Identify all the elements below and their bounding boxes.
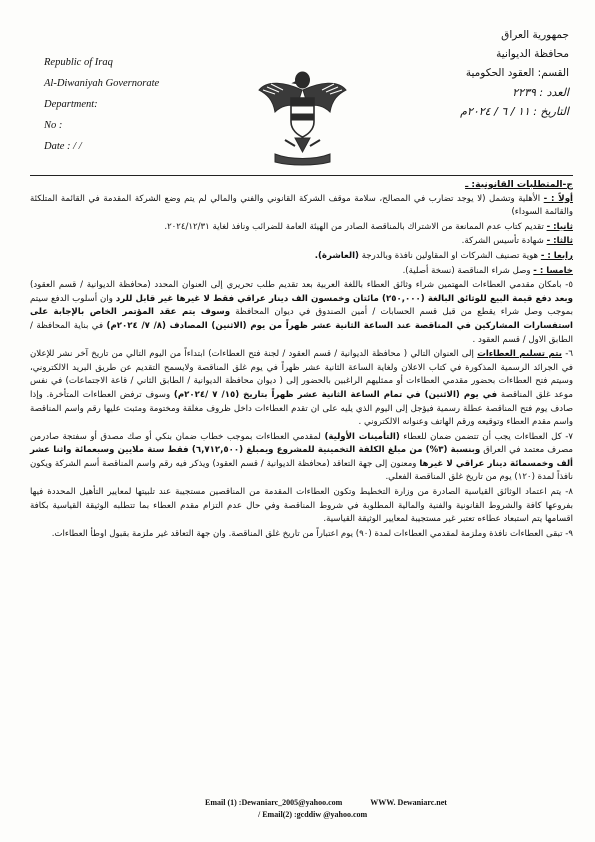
requirement-label: ثانيا: - [546, 221, 573, 232]
requirement-item-1 [30, 193, 573, 220]
para6-bold-d: في يوم (الاثنين) في تمام الساعة الثانية عشر ظهراً بتاريخ (١٥/ ٧ /٢٠٢٤م) [173, 389, 498, 400]
header-divider [30, 175, 573, 176]
header-department-en: Department: [44, 99, 98, 110]
header-country-en: Republic of Iraq [44, 57, 113, 68]
requirement-text: شهادة تأسيس الشركة. [461, 236, 547, 247]
paragraph-6 [30, 348, 573, 430]
para6-text-a: ٦- [562, 349, 573, 360]
paragraph-9: ٩- تبقى العطاءات نافذة وملزمة لمقدمي العطاءات لمدة (٩٠) يوم اعتباراً من تاريخ غلق المناقصة. وان جهة التعاقد غير ملزمة بقبول اوطأ العطاءات. [51, 528, 573, 539]
header-section-ar: القسم: العقود الحكومية [465, 67, 569, 79]
requirement-text: وصل شراء المناقصة (نسخة أصلية). [402, 265, 534, 276]
footer-email-2: / Email(2) :gcddiw @yahoo.com [258, 810, 368, 819]
para6-text-e: وسوف ترفض العطاءات المتأخرة. وإذا صادف يوم فتح المناقصة عطلة رسمية فيؤجل إلى اليوم الذي يليه على ان تقدم العطاءات داخل ظروف مغلقة ومختومة ومثبت عليها رقم واسم المناقصة واسم مقدم العطاء وتوقيعه ورقم الهاتف وعنوانه الالكتروني . [30, 389, 573, 428]
para7-text-a: ٧- كل العطاءات يجب أن تتضمن ضمان للعطاء [399, 431, 573, 442]
paragraph-5 [30, 279, 573, 347]
requirement-bold-tail: (العاشرة). [314, 250, 359, 261]
requirement-text: هوية تصنيف الشركات او المقاولين نافذة وبالدرجة [358, 250, 541, 261]
para5-bold-d: وسوف يتم عقد المؤتمر الخاص بالإجابة على استفسارات المشاركين في المناقصة عند الساعة الثانية عشر ظهراً من يوم (الاثنين) المصادف (٨/ ٧/ ٢٠٢٤م) [30, 307, 573, 331]
header-governorate-ar: محافظة الديوانية [496, 48, 569, 60]
header-number-en: No : [44, 120, 63, 131]
para5-text-e: في بناية المحافظة / الطابق الاول / قسم العقود . [30, 320, 573, 345]
footer-line-1 [205, 798, 447, 807]
requirement-label: رابعا : - [540, 250, 573, 261]
requirement-text: تقديم كتاب عدم الممانعة من الاشتراك بالمناقصة الصادر من الهيئة العامة للضرائب ونافذ لغاية ٢٠٢٤/١٢/٣١. [164, 221, 547, 232]
paragraph-8: ٨- يتم اعتماد الوثائق القياسية الصادرة من وزارة التخطيط وتكون العطاءات المقدمة من المناقصين مستجيبة عند تلبيتها لمعايير التأهيل المحددة فيها بفروعها كافة والشروط القانونية والفنية والمالية المطلوبة في شروط المناقصة وفي حال عدم التزام مقدم العطاء بما تتطلبه الوثيقة القياسية بكافة اقسامها يتم استبعاد عطاءه تعتبر غير مستجيبة لمعايير الوثيقة القياسية. [30, 487, 573, 525]
requirement-item-3 [30, 235, 573, 249]
para5-bold-b: وبعد دفع قيمة البيع للوثائق البالغة (٢٥٠,٠٠٠) مائتان وخمسون الف دينار عراقي فقط لا غيرها غير قابل للرد [115, 293, 573, 304]
legal-requirements-title: ج-المتطلبات القانونية: ـ [465, 179, 573, 190]
requirement-label: ثالثا: - [546, 236, 573, 247]
iraq-eagle-emblem-icon [255, 60, 350, 168]
requirement-label: خامسا : - [533, 265, 573, 276]
para7-text-c: لمقدمي العطاءات بموجب خطاب ضمان بنكي أو صك مصدق أو سفتجة صادرمن مصرف معتمد في العراق [30, 431, 573, 456]
header-date-ar: التاريخ : ١١ / ٦ / ٢٠٢٤م [460, 105, 569, 118]
header-country-ar: جمهورية العراق [501, 29, 569, 41]
footer-email-1: Email (1) :Dewaniarc_2005@yahoo.com [205, 798, 343, 807]
para5-text-c: وان أسلوب الدفع سيتم بموجب وصل شراء يقطع من قبل قسم الحسابات / أمين الصندوق في ديوان المحافظة [30, 293, 573, 318]
para7-bold-b: (التأمينات الأولية) [324, 431, 400, 442]
header-right-block [379, 26, 569, 121]
header-number-ar: العدد : ٢٢٣٩ [512, 86, 569, 99]
requirement-label: أولاً : - [543, 193, 573, 204]
para7-bold-d: وبنسبة (٣%) من مبلغ الكلفة التخمينية للمشروع ويمبلغ (٦,٧١٢,٥٠٠) فقط ستة ملايين وسبعمائة واثنا عشر ألف وخمسمائة دينار عراقي لا غيرها [30, 445, 573, 469]
header-left-block [44, 52, 214, 157]
paragraph-7 [30, 431, 573, 485]
para6-text-c: إلى العنوان التالي ( محافظة الديوانية / قسم العقود / لجنة فتح العطاءات) ابتداءاً من اليوم التالي من تاريخ آخر نشر للإعلان في الجرائد الرسمية المذكورة في كتاب الاعلان ولغاية الساعة الثانية عشر ظهراً في يوم غلق المناقصة ولايسمح التقديم عن طريق البريد الالكتروني، وسيتم فتح العطاءات بحضور مقدمي العطاءات أو ممثليهم الراغبين بالحضور إلى ( ديوان محافظة الديوانية / الطابق الثاني / قاعة الاجتماعات) في نفس موعد غلق المناقصة [30, 349, 573, 400]
footer-website: WWW. Dewaniarc.net [370, 798, 447, 807]
header-governorate-en: Al-Diwaniyah Governorate [44, 78, 160, 89]
header-date-en: Date : / / [44, 141, 82, 152]
para7-text-e: ومعنون إلى جهة التعاقد (محافظة الديوانية / قسم العقود) ويذكر فيه رقم واسم المناقصة أسم الشركة ويكون نافذاً لمدة (١٢٠) يوم من تاريخ غلق المناقصة الفعلي. [30, 458, 573, 483]
requirement-item-4 [30, 250, 573, 264]
document-body [30, 178, 573, 542]
requirement-item-2 [30, 221, 573, 235]
requirement-text: الأهلية وتشمل (لا يوجد تضارب في المصالح، سلامة موقف الشركة القانوني والفني والمالي لم يتم وضع الشركة المقدمة في القائمة المتلكئة والقائمة السوداء) [30, 193, 573, 218]
para5-text-a: ٥- بامكان مقدمي العطاءات المهتمين شراء وثائق العطاء باللغة العربية بعد تقديم طلب تحريري إلى العنوان المحدد (محافظة الديوانية / قسم العقود) [30, 280, 573, 291]
requirement-item-5 [30, 265, 573, 279]
para6-bold-b: يتم تسليم العطاءات [477, 349, 563, 360]
